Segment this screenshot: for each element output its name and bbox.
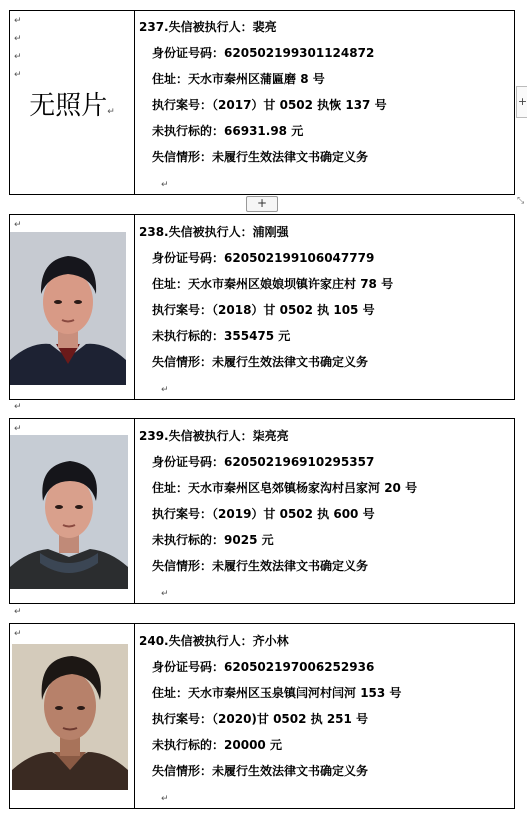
record-card-238 — [9, 214, 515, 400]
record-info — [139, 419, 514, 603]
paragraph-mark: ↵ — [14, 629, 22, 639]
case-number-row: 执行案号：（2019）甘 0502 执 600 号 — [152, 507, 375, 521]
table-resize-handle-icon[interactable]: ⤡ — [517, 196, 525, 206]
address-row: 住址：天水市秦州区皂郊镇杨家沟村吕家河 20 号 — [152, 481, 418, 495]
situation-row: 失信情形：未履行生效法律文书确定义务 — [152, 764, 369, 778]
photo-cell — [10, 624, 135, 808]
record-card-239 — [9, 418, 515, 604]
photo-cell — [10, 11, 135, 194]
id-number-row: 身份证号码：620502197006252936 — [152, 660, 375, 674]
paragraph-mark: ↵ — [161, 180, 169, 190]
person-photo — [12, 644, 128, 790]
id-number-row: 身份证号码：620502199106047779 — [152, 251, 375, 265]
no-photo-label: 无照片↵ — [29, 91, 115, 121]
situation-row: 失信情形：未履行生效法律文书确定义务 — [152, 355, 369, 369]
record-header: 237.失信被执行人：裴亮 — [139, 20, 277, 34]
paragraph-mark: ↵ — [14, 220, 22, 230]
paragraph-mark: ↵ — [14, 607, 22, 617]
paragraph-mark: ↵ — [14, 70, 22, 80]
record-info — [139, 11, 514, 194]
paragraph-mark: ↵ — [161, 589, 169, 599]
paragraph-mark: ↵ — [14, 402, 22, 412]
amount-row: 未执行标的：66931.98 元 — [152, 124, 304, 138]
insert-column-button[interactable]: + — [516, 86, 527, 118]
paragraph-mark: ↵ — [14, 16, 22, 26]
amount-row: 未执行标的：20000 元 — [152, 738, 282, 752]
case-number-row: 执行案号：（2017）甘 0502 执恢 137 号 — [152, 98, 387, 112]
paragraph-mark: ↵ — [161, 385, 169, 395]
situation-row: 失信情形：未履行生效法律文书确定义务 — [152, 150, 369, 164]
paragraph-mark: ↵ — [14, 52, 22, 62]
case-number-row: 执行案号：（2020)甘 0502 执 251 号 — [152, 712, 369, 726]
paragraph-mark: ↵ — [14, 34, 22, 44]
id-number-row: 身份证号码：620502196910295357 — [152, 455, 375, 469]
paragraph-mark: ↵ — [14, 424, 22, 434]
case-number-row: 执行案号：（2018）甘 0502 执 105 号 — [152, 303, 375, 317]
record-info — [139, 215, 514, 399]
record-card-237 — [9, 10, 515, 195]
amount-row: 未执行标的：9025 元 — [152, 533, 274, 547]
record-header: 240.失信被执行人：齐小林 — [139, 634, 289, 648]
paragraph-mark: ↵ — [161, 794, 169, 804]
id-number-row: 身份证号码：620502199301124872 — [152, 46, 375, 60]
record-card-240 — [9, 623, 515, 809]
record-header: 239.失信被执行人：柒亮亮 — [139, 429, 289, 443]
photo-cell — [10, 215, 135, 399]
amount-row: 未执行标的：355475 元 — [152, 329, 291, 343]
record-info — [139, 624, 514, 808]
address-row: 住址：天水市秦州区玉泉镇闫河村闫河 153 号 — [152, 686, 402, 700]
situation-row: 失信情形：未履行生效法律文书确定义务 — [152, 559, 369, 573]
person-photo — [10, 435, 128, 589]
person-photo — [10, 232, 126, 385]
insert-row-button[interactable]: + — [246, 196, 278, 212]
record-header: 238.失信被执行人：浦刚强 — [139, 225, 289, 239]
photo-cell — [10, 419, 135, 603]
address-row: 住址：天水市秦州区娘娘坝镇许家庄村 78 号 — [152, 277, 394, 291]
address-row: 住址：天水市秦州区蒲匾磨 8 号 — [152, 72, 325, 86]
